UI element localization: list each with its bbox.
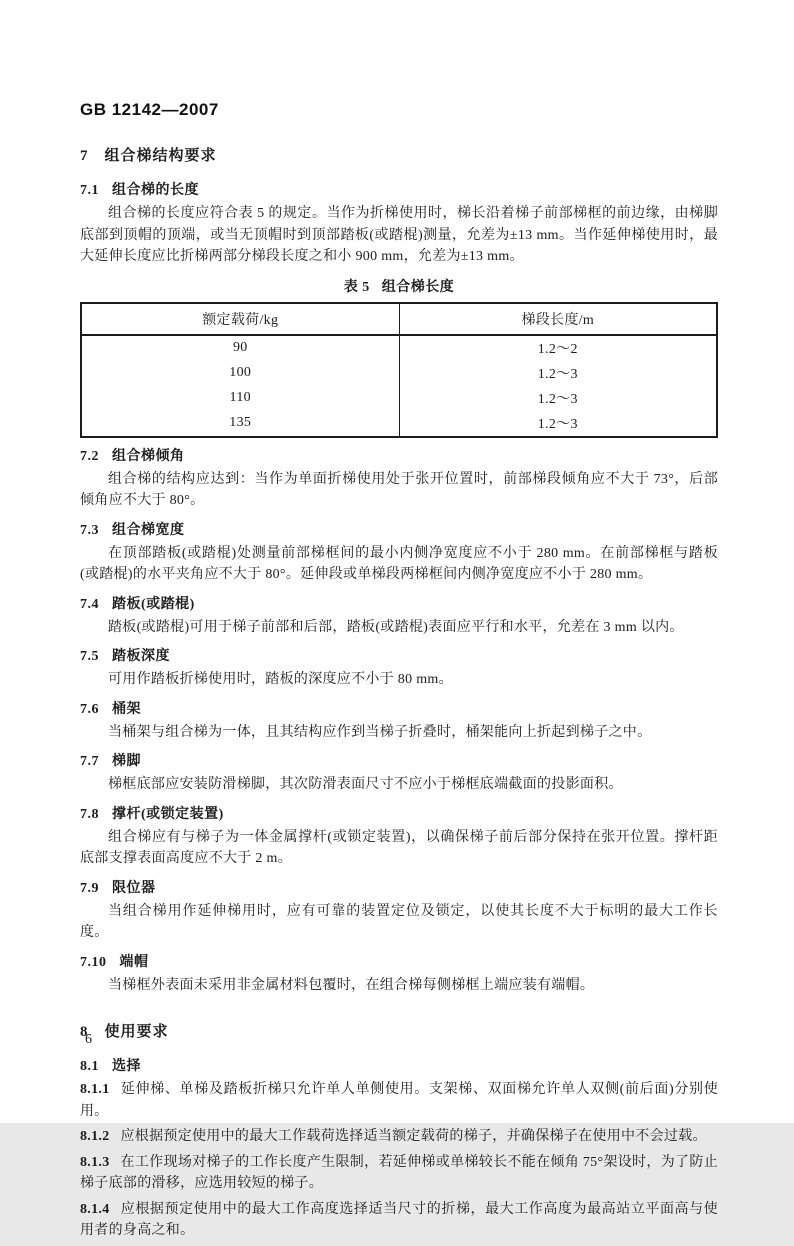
clause-8-1-2 (80, 1126, 718, 1148)
section-7-7-heading (80, 750, 718, 770)
chapter-8-title: 使用要求 (104, 1024, 169, 1040)
clause-8-1-3 (80, 1152, 718, 1195)
table-row (81, 386, 717, 411)
section-7-5-paragraph: 可用作踏板折梯使用时，踏板的深度应不小于 80 mm。 (108, 672, 453, 687)
section-7-4-paragraph: 踏板(或踏棍)可用于梯子前部和后部，踏板(或踏棍)表面应平行和水平，允差在 3 mm 以内。 (108, 619, 684, 635)
column-header-ladder-length: 梯段长度/m (399, 303, 717, 335)
clause-8-1-4-number: 8.1.4 (80, 1201, 110, 1217)
section-7-2-paragraph: 组合梯的结构应达到：当作为单面折梯使用处于张开位置时，前部梯段倾角应不大于 73°，后部倾角应不大于 80°。 (80, 471, 718, 508)
table-5 (80, 302, 718, 438)
section-7-2-title: 组合梯倾角 (112, 448, 185, 464)
clause-8-1-3-number: 8.1.3 (80, 1154, 110, 1170)
table-5-caption (80, 276, 718, 296)
section-7-7-number: 7.7 (80, 754, 99, 769)
chapter-7-heading (80, 144, 718, 165)
section-7-1-number: 7.1 (80, 183, 99, 198)
table-header-row (81, 303, 717, 335)
column-header-rated-load: 额定载荷/kg (81, 303, 399, 335)
section-7-10-title: 端帽 (119, 954, 149, 970)
section-7-5-title: 踏板深度 (112, 649, 170, 664)
section-7-9-title: 限位器 (112, 880, 156, 896)
table-cell: 1.2～2 (537, 342, 578, 357)
section-7-1-heading (80, 179, 718, 199)
table-cell: 90 (81, 335, 399, 361)
table-cell: 135 (81, 411, 399, 437)
section-7-4-heading (80, 593, 718, 613)
section-7-9-heading (80, 877, 718, 897)
section-7-3-number: 7.3 (80, 522, 99, 538)
section-7-3-paragraph: 在顶部踏板(或踏棍)处测量前部梯框间的最小内侧净宽度应不小于 280 mm。在前部梯框与踏板(或踏棍)的水平夹角应不大于 80°。延伸段或单梯段两梯框间内侧净宽度应不小于 280 mm。 (80, 545, 718, 582)
section-7-6-paragraph: 当桶架与组合梯为一体，且其结构应作到当梯子折叠时，桶架能向上折起到梯子之中。 (108, 724, 652, 740)
clause-8-1-3-text: 在工作现场对梯子的工作长度产生限制，若延伸梯或单梯较长不能在倾角 75°架设时，为了防止梯子底部的滑移，应选用较短的梯子。 (80, 1154, 718, 1191)
section-8-1-number: 8.1 (80, 1059, 99, 1074)
table-cell: 100 (81, 361, 399, 386)
section-7-3-title: 组合梯宽度 (112, 522, 185, 538)
standard-number: GB 12142—2007 (80, 100, 219, 119)
section-7-7-paragraph: 梯框底部应安装防滑梯脚，其次防滑表面尺寸不应小于梯框底端截面的投影面积。 (108, 777, 623, 792)
section-7-7-title: 梯脚 (112, 754, 141, 769)
section-7-8-heading (80, 803, 718, 823)
section-8-1-heading (80, 1055, 718, 1075)
section-7-4-title: 踏板(或踏棍) (112, 596, 195, 612)
table-row (81, 361, 717, 386)
page-number: 6 (85, 1032, 92, 1047)
table-row (81, 411, 717, 437)
section-7-10-heading (80, 951, 718, 971)
chapter-7-number: 7 (80, 148, 89, 164)
section-7-9-paragraph: 当组合梯用作延伸梯用时，应有可靠的装置定位及锁定，以使其长度不大于标明的最大工作长度。 (80, 903, 718, 940)
section-7-2-heading (80, 445, 718, 465)
section-7-5-heading (80, 645, 718, 665)
section-7-6-number: 7.6 (80, 701, 99, 717)
section-7-6-heading (80, 698, 718, 718)
clause-8-1-4 (80, 1199, 718, 1242)
chapter-7-title: 组合梯结构要求 (104, 148, 217, 164)
table-5-caption-number: 表 5 (343, 279, 370, 295)
chapter-8-number: 8 (80, 1024, 89, 1040)
section-7-9-number: 7.9 (80, 880, 99, 896)
section-7-2-number: 7.2 (80, 448, 99, 464)
clause-8-1-1-text: 延伸梯、单梯及踏板折梯只允许单人单侧使用。支架梯、双面梯允许单人双侧(前后面)分别使用。 (80, 1082, 718, 1119)
clause-8-1-2-number: 8.1.2 (80, 1129, 110, 1144)
section-7-6-title: 桶架 (112, 701, 141, 717)
table-cell: 1.2～3 (537, 417, 578, 432)
section-7-8-title: 撑杆(或锁定装置) (112, 806, 224, 822)
section-7-8-number: 7.8 (80, 806, 99, 822)
section-7-4-number: 7.4 (80, 596, 99, 612)
clause-8-1-1-number: 8.1.1 (80, 1082, 110, 1097)
section-7-1-title: 组合梯的长度 (112, 183, 199, 198)
section-8-1-title: 选择 (112, 1059, 141, 1074)
table-cell: 110 (81, 386, 399, 411)
section-7-10-number: 7.10 (80, 954, 107, 970)
page-content (80, 100, 718, 1246)
section-7-10-paragraph: 当梯框外表面未采用非金属材料包覆时，在组合梯每侧梯框上端应装有端帽。 (108, 977, 595, 993)
chapter-8-heading (80, 1020, 718, 1041)
clause-8-1-1 (80, 1079, 718, 1122)
section-7-1-paragraph: 组合梯的长度应符合表 5 的规定。当作为折梯使用时，梯长沿着梯子前部梯框的前边缘，由梯脚底部到顶帽的顶端，或当无顶帽时到顶部踏板(或踏棍)测量，允差为±13 mm。当作延伸梯使用时，最大延伸长度应比折梯两部分梯段长度之和小 900 mm，允差为±13 mm。 (80, 206, 718, 264)
section-7-3-heading (80, 519, 718, 539)
table-cell: 1.2～3 (537, 392, 578, 407)
table-5-caption-title: 组合梯长度 (381, 279, 455, 295)
section-7-8-paragraph: 组合梯应有与梯子为一体金属撑杆(或锁定装置)，以确保梯子前后部分保持在张开位置。撑杆距底部支撑表面高度应不大于 2 m。 (80, 829, 718, 866)
table-cell: 1.2～3 (537, 367, 578, 382)
section-7-5-number: 7.5 (80, 649, 99, 664)
clause-8-1-2-text: 应根据预定使用中的最大工作载荷选择适当额定载荷的梯子，并确保梯子在使用中不会过载。 (120, 1129, 707, 1144)
clause-8-1-4-text: 应根据预定使用中的最大工作高度选择适当尺寸的折梯，最大工作高度为最高站立平面高与使用者的身高之和。 (80, 1201, 718, 1238)
table-row (81, 335, 717, 361)
